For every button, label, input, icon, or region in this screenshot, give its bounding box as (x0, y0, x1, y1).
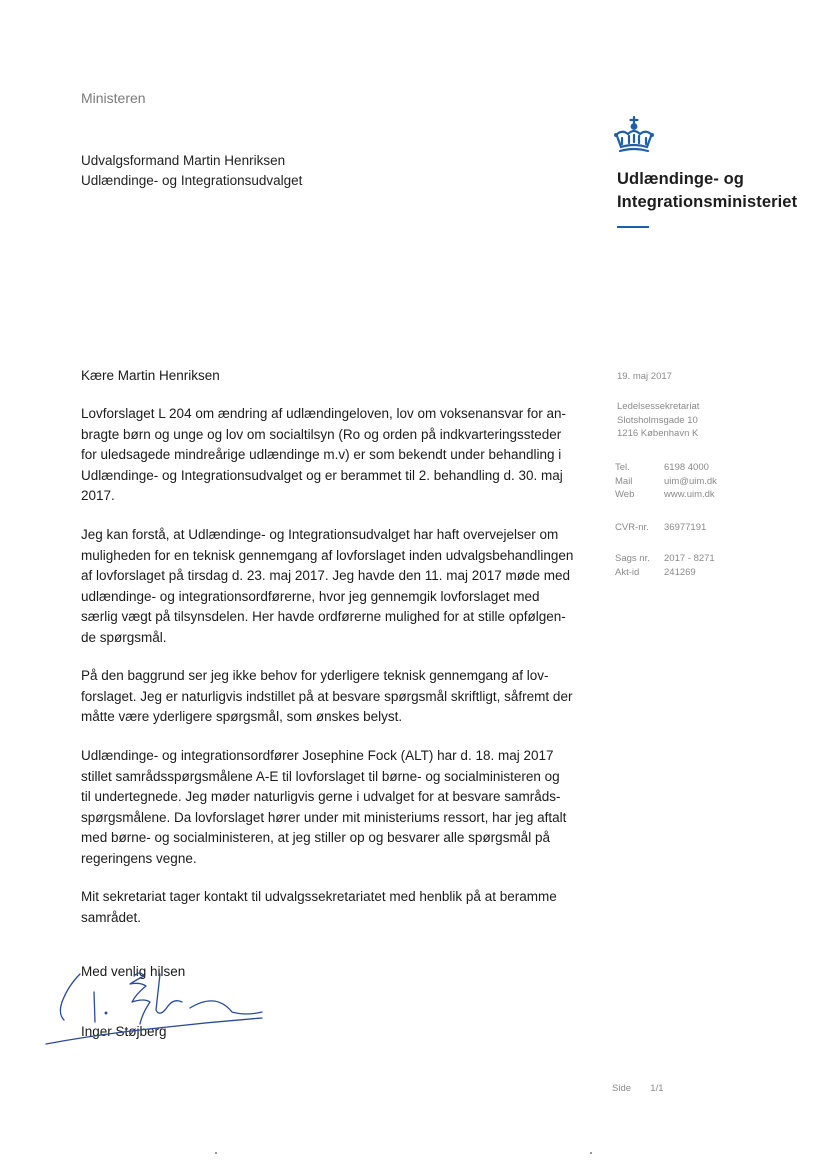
text-line: spørgsmålene. Da lovforslaget hører under mit ministeriums ressort, har jeg aftalt (81, 809, 567, 825)
paragraph-3 (81, 666, 591, 728)
tel-label: Tel. (615, 462, 630, 473)
salutation: Kære Martin Henriksen (81, 368, 220, 383)
paragraph-1 (81, 404, 591, 507)
tel-value: 6198 4000 (664, 462, 709, 473)
text-line: Mit sekretariat tager kontakt til udvalgssekretariatet med henblik på at beramme (81, 889, 557, 904)
case-number-value: 2017 - 8271 (664, 553, 715, 564)
act-id-value: 241269 (664, 566, 696, 578)
text-line: udlændinge- og integrationsordførerne, hvor jeg gennemgik lovforslaget med (81, 588, 540, 604)
text-line: de spørgsmål. (81, 629, 167, 645)
ministry-name-line2: Integrationsministeriet (617, 193, 798, 211)
text-line: af lovforslaget på tirsdag d. 23. maj 2017. Jeg havde den 11. maj 2017 møde med (81, 568, 571, 583)
text-line: stillet samrådsspørgsmålene A-E til lovforslaget til børne- og socialministeren og (81, 768, 560, 784)
text-line: samrådet. (81, 909, 142, 925)
text-line: Udlændinge- og integrationsordfører Josephine Fock (ALT) har d. 18. maj 2017 (81, 748, 554, 763)
paragraph-4 (81, 746, 591, 869)
text-line: med børne- og socialministeren, at jeg stiller op og besvarer alle spørgsmål på (81, 830, 550, 845)
text-line: På den baggrund ser jeg ikke behov for yderligere teknisk gennemgang af lov- (81, 668, 549, 683)
text-line: særlig vægt på tilsynsdelen. Her havde ordførerne mulighed for at stille opfølgen- (81, 609, 566, 624)
text-line: 2017. (81, 488, 115, 503)
text-line: regeringens vegne. (81, 850, 197, 866)
recipient-name: Udvalgsformand Martin Henriksen (81, 153, 286, 168)
address-line: Slotsholmsgade 10 (617, 414, 698, 426)
page-indicator (612, 1083, 664, 1094)
act-id-label: Akt-id (615, 566, 640, 578)
letter-date: 19. maj 2017 (617, 371, 672, 382)
web-value: www.uim.dk (664, 489, 715, 501)
cvr-value: 36977191 (664, 522, 707, 533)
text-line: måtte være yderligere spørgsmål, som ønskes belyst. (81, 709, 403, 724)
closing-greeting: Med venlig hilsen (81, 964, 186, 979)
text-line: Udlændinge- og Integrationsudvalget og er berammet til 2. behandling d. 30. maj (81, 467, 563, 483)
contact-labels (615, 461, 634, 502)
page-number: 1/1 (650, 1083, 664, 1094)
paragraph-5 (81, 887, 591, 928)
text-line: til undertegnede. Jeg møder naturligvis gerne i udvalget for at besvare samråds- (81, 789, 561, 804)
mail-label: Mail (615, 475, 633, 487)
text-line: bragte børn og unge og lov om socialtilsyn (Ro og orden på indkvarteringssteder (81, 426, 562, 442)
handwritten-signature (40, 968, 280, 1055)
mail-value: uim@uim.dk (664, 475, 717, 487)
logo-underline (617, 226, 649, 228)
sender-title: Ministeren (81, 90, 146, 106)
case-labels (615, 552, 650, 579)
scan-speck (215, 1152, 217, 1154)
paragraph-2 (81, 525, 591, 648)
address-line: 1216 København K (617, 428, 699, 440)
text-line: Jeg kan forstå, at Udlændinge- og Integrationsudvalget har haft overvejelser om (81, 527, 559, 542)
signer-name: Inger Støjberg (81, 1024, 167, 1039)
case-values (664, 552, 715, 579)
text-line: muligheden for en teknisk gennemgang af lovforslaget inden udvalgsbehandlingen (81, 547, 574, 563)
address-line: Ledelsessekretariat (617, 401, 700, 412)
page-label: Side (612, 1083, 632, 1094)
recipient-committee: Udlændinge- og Integrationsudvalget (81, 173, 303, 188)
case-number-label: Sags nr. (615, 553, 650, 564)
sender-address (617, 400, 699, 441)
text-line: forslaget. Jeg er naturligvis indstillet på at besvare spørgsmål skriftligt, såfremt der (81, 688, 573, 704)
cvr-label: CVR-nr. (615, 522, 649, 533)
ministry-name-line1: Udlændinge- og (617, 170, 744, 188)
web-label: Web (615, 489, 635, 501)
text-line: Lovforslaget L 204 om ændring af udlændingeloven, lov om voksenansvar for an- (81, 406, 567, 421)
scan-speck (590, 1152, 592, 1154)
crown-icon (612, 116, 656, 163)
text-line: for uledsagede mindreårige udlændinge m.v) er som bekendt under behandling i (81, 447, 562, 462)
contact-values (664, 461, 717, 502)
